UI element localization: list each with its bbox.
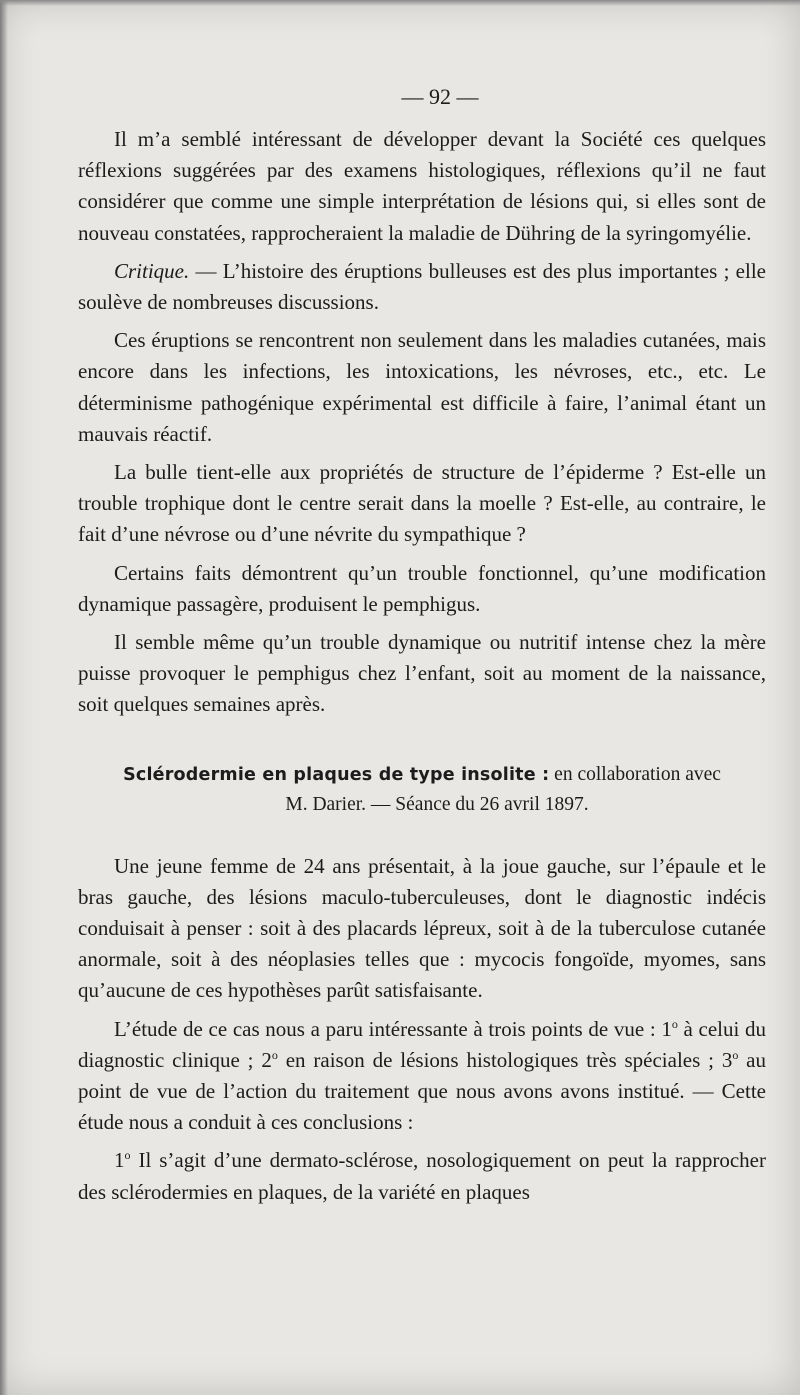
paragraph-3 [78, 325, 766, 450]
section-paragraph-1 [78, 851, 766, 1007]
section-paragraph-3-text-a: 1 [114, 1148, 125, 1173]
ordinal-marker: o [271, 1047, 278, 1062]
paragraph-6-text: Il semble même qu’un trouble dynamique ou nutritif intense chez la mère puisse provoquer le pemphigus chez l’enfant, soit au moment de la naissance, soit quelques semaines après. [78, 630, 766, 717]
page-body [78, 82, 766, 1215]
section-heading [78, 760, 766, 819]
section-paragraph-3 [78, 1145, 766, 1207]
ordinal-marker: o [124, 1148, 131, 1163]
ordinal-marker: o [732, 1047, 739, 1062]
section-paragraph-2-text-c: en raison de lésions histologiques très spéciales ; 3 [277, 1047, 733, 1072]
section-paragraph-2 [78, 1014, 766, 1139]
paragraph-6 [78, 627, 766, 721]
paragraph-2-text: — L’histoire des éruptions bulleuses est des plus importantes ; elle soulève de nombreuses discussions. [78, 258, 766, 315]
ordinal-marker: o [671, 1016, 678, 1031]
paragraph-1 [78, 124, 766, 249]
section-paragraph-2-text-d: au point de vue de l’action du traitement que nous avons avons institué. — Cette étude nous a conduit à ces conclusions : [78, 1047, 767, 1135]
section-paragraph-1-text: Une jeune femme de 24 ans présentait, à la joue gauche, sur l’épaule et le bras gauche, des lésions maculo-tuberculeuses, dont le diagnostic indécis conduisait à penser : soit à des placards lépreux, soit à de la tuberculose cutanée anormale, soit à des néoplasies telles que : mycocis fongoïde, myomes, sans qu’aucune de ces hypothèses parût satisfaisante. [78, 853, 766, 1003]
paragraph-5-text: Certains faits démontrent qu’un trouble fonctionnel, qu’une modification dynamique passagère, produisent le pemphigus. [78, 560, 766, 616]
section-paragraph-3-text-b: Il s’agit d’une dermato-sclérose, nosologiquement on peut la rapprocher des sclérodermies en plaques, de la variété en plaques [78, 1148, 766, 1204]
paragraph-5 [78, 558, 766, 620]
paragraph-2-lead: Critique. [114, 258, 190, 283]
paragraph-2 [78, 256, 766, 318]
paragraph-4 [78, 457, 766, 551]
section-paragraph-2-text-a: L’étude de ce cas nous a paru intéressante à trois points de vue : 1 [114, 1016, 672, 1041]
section-title-line2: M. Darier. — Séance du 26 avril 1897. [285, 793, 589, 815]
paragraph-1-text: Il m’a semblé intéressant de développer devant la Société ces quelques réflexions suggérées par des examens histologiques, réflexions qu’il ne faut considérer que comme une simple interprétation de lésions qui, si elles sont de nouveau constatées, rapprocheraient la maladie de Dühring de la syringomyélie. [78, 127, 766, 245]
paragraph-4-text: La bulle tient-elle aux propriétés de structure de l’épiderme ? Est-elle un trouble trophique dont le centre serait dans la moelle ? Est-elle, au contraire, le fait d’une névrose ou d’une névrite du sympathique ? [78, 460, 766, 547]
section-title-bold: Sclérodermie en plaques de type insolite : [123, 764, 550, 785]
paragraph-3-text: Ces éruptions se rencontrent non seulement dans les maladies cutanées, mais encore dans les infections, les intoxications, les névroses, etc., etc. Le déterminisme pathogénique expérimental est difficile à faire, l’animal étant un mauvais réactif. [78, 328, 766, 446]
page-edge-shadow-left [0, 0, 8, 1395]
section-paragraph-2-text-b: à celui du diagnostic clinique ; 2 [78, 1016, 766, 1072]
page-number: — 92 — [401, 84, 479, 109]
section-title-rest: en collaboration avec [549, 763, 721, 785]
page-edge-shadow-top [0, 0, 800, 6]
